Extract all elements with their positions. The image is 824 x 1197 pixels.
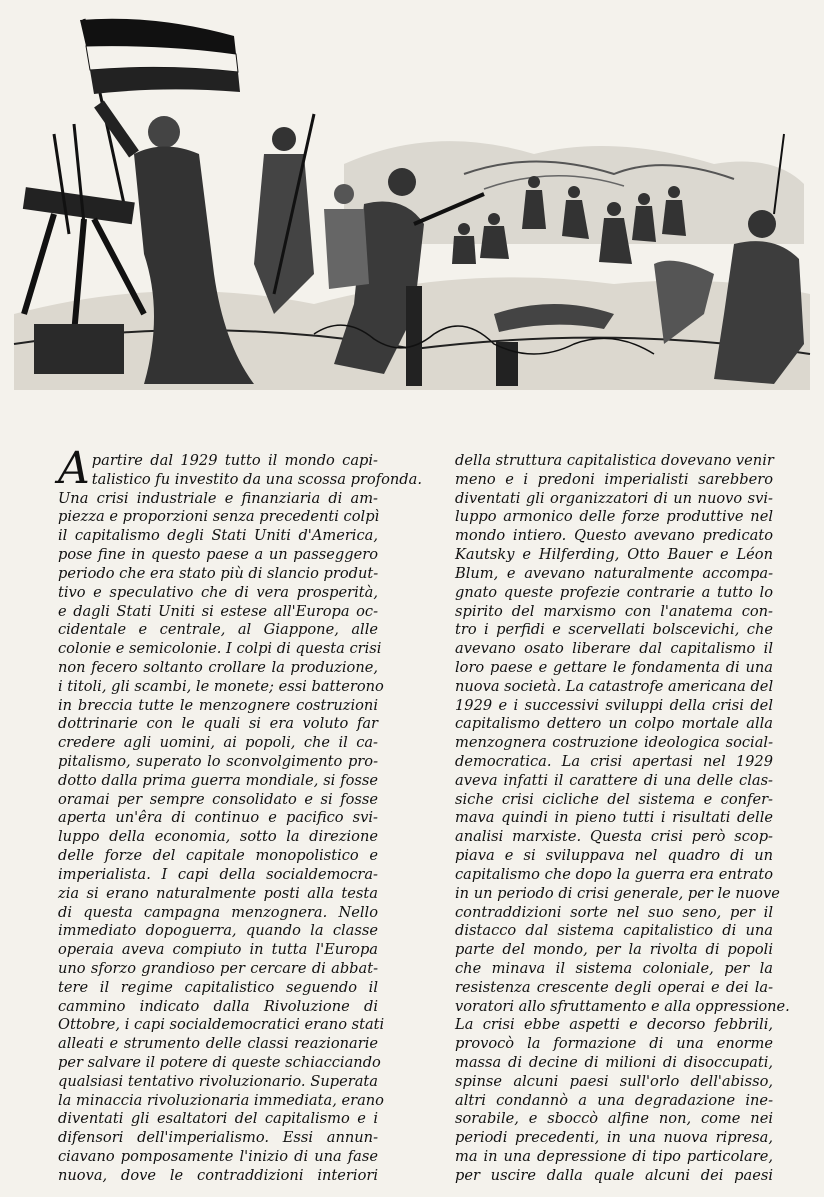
text-line: qualsiasi tentativo rivoluzionario. Superata: [58, 1072, 378, 1090]
text-line: cidentale e centrale, al Giappone, alle: [58, 621, 378, 639]
text-line: Una crisi industriale e finanziaria di am-: [58, 489, 378, 507]
text-line: capitalismo dettero un colpo mortale alla: [455, 715, 773, 733]
text-line: alleati e strumento delle classi reazionarie: [58, 1035, 378, 1053]
text-line: credere agli uomini, ai popoli, che il ca-: [58, 734, 378, 752]
text-line: nuova, dove le contraddizioni interiori: [58, 1166, 378, 1184]
text-line: spirito del marxismo con l'anatema con-: [455, 602, 773, 620]
text-line: voratori allo sfruttamento e alla oppressione.: [455, 997, 790, 1015]
text-line: provocò la formazione di una enorme: [455, 1035, 773, 1053]
text-line: spinse alcuni paesi sull'orlo dell'abisso,: [455, 1072, 773, 1090]
text-line: piava e si sviluppava nel quadro di un: [455, 847, 773, 865]
text-line: pitalismo, superato lo sconvolgimento pro-: [58, 753, 378, 770]
text-line: democratica. La crisi apertasi nel 1929: [455, 753, 773, 770]
text-line: periodi precedenti, in una nuova ripresa,: [455, 1129, 773, 1147]
drop-cap: A: [58, 443, 90, 494]
text-line: parte del mondo, per la rivolta di popoli: [455, 941, 773, 959]
battle-illustration: [14, 14, 810, 390]
text-line: operaia aveva compiuto in tutta l'Europa: [58, 941, 378, 959]
text-line: piezza e proporzioni senza precedenti colpì: [58, 508, 380, 526]
text-line: siche crisi cicliche del sistema e confer-: [455, 790, 773, 808]
text-line: aveva infatti il carattere di una delle clas-: [455, 771, 773, 789]
text-line: diventati gli organizzatori di un nuovo svi-: [455, 489, 773, 507]
text-line: 1929 e i successivi sviluppi della crisi del: [455, 696, 773, 714]
text-line: Blum, e avevano naturalmente accompa-: [455, 564, 773, 582]
text-line: la minaccia rivoluzionaria immediata, erano: [58, 1091, 384, 1109]
text-line: difensori dell'imperialismo. Essi annun-: [58, 1129, 378, 1147]
text-line: altri condannò a una degradazione ine-: [455, 1091, 773, 1109]
battle-scene-illustration-icon: [14, 14, 810, 390]
text-line: partire dal 1929 tutto il mondo capi-: [91, 452, 378, 469]
text-line: Kautsky e Hilferding, Otto Bauer e Léon: [455, 546, 773, 564]
text-line: colonie e semicolonie. I colpi di questa crisi: [58, 640, 382, 658]
text-line: Ottobre, i capi socialdemocratici erano stati: [58, 1016, 385, 1034]
text-line: dotto dalla prima guerra mondiale, si fosse: [58, 771, 378, 789]
text-line: gnato queste profezie contrarie a tutto lo: [455, 583, 773, 601]
text-line: sorabile, e sboccò alfine non, come nei: [455, 1110, 773, 1128]
text-line: luppo della economia, sotto la direzione: [58, 828, 378, 846]
text-line: imperialista. I capi della socialdemocra-: [58, 865, 378, 883]
text-line: cammino indicato dalla Rivoluzione di: [58, 997, 378, 1015]
text-line: periodo che era stato più di slancio produt-: [58, 564, 379, 582]
text-line: tere il regime capitalistico seguendo il: [58, 978, 378, 996]
text-line: resistenza crescente degli operai e dei la-: [455, 978, 773, 996]
text-line: i titoli, gli scambi, le monete; essi batterono: [58, 677, 384, 695]
text-line: distacco dal sistema capitalistico di una: [455, 922, 773, 940]
text-line: meno e i predoni imperialisti sarebbero: [455, 470, 773, 488]
text-line: che minava il sistema coloniale, per la: [455, 959, 773, 977]
text-line: di questa campagna menzognera. Nello: [58, 903, 378, 921]
text-line: pose fine in questo paese a un passeggero: [58, 546, 378, 564]
text-line: zia si erano naturalmente posti alla testa: [58, 884, 378, 902]
text-line: delle forze del capitale monopolistico e: [58, 847, 378, 865]
text-line: per uscire dalla quale alcuni dei paesi: [455, 1166, 773, 1184]
text-line: mava quindi in pieno tutti i risultati delle: [455, 809, 773, 827]
text-line: luppo armonico delle forze produttive nel: [455, 508, 773, 526]
text-line: analisi marxiste. Questa crisi però scop-: [455, 828, 773, 846]
text-line: diventati gli esaltatori del capitalismo e i: [58, 1110, 378, 1128]
text-line: tro i perfidi e scervellati bolscevichi, che: [455, 621, 773, 639]
text-line: non fecero soltanto crollare la produzione,: [58, 658, 378, 676]
text-line: il capitalismo degli Stati Uniti d'America,: [58, 527, 378, 545]
text-line: contraddizioni sorte nel suo seno, per il: [455, 903, 773, 921]
text-line: menzognera costruzione ideologica social-: [455, 734, 773, 752]
text-line: mondo intiero. Questo avevano predicato: [455, 527, 773, 545]
text-line: in breccia tutte le menzognere costruzioni: [58, 696, 378, 714]
text-line: loro paese e gettare le fondamenta di una: [455, 658, 773, 676]
text-line: per salvare il potere di queste schiacciando: [58, 1054, 381, 1071]
text-line: massa di decine di milioni di disoccupati,: [455, 1054, 773, 1071]
text-line: oramai per sempre consolidato e si fosse: [58, 790, 378, 808]
text-line: ma in una depressione di tipo particolare,: [455, 1148, 773, 1166]
left-text-column: [58, 443, 422, 1186]
text-line: in un periodo di crisi generale, per le nuove: [455, 884, 780, 902]
text-line: dottrinarie con le quali si era voluto far: [58, 715, 378, 733]
text-line: La crisi ebbe aspetti e decorso febbrili,: [455, 1016, 773, 1034]
right-text-column: [455, 452, 790, 1186]
text-line: aperta un'êra di continuo e pacifico svi-: [58, 809, 378, 827]
text-line: della struttura capitalistica dovevano venir: [455, 452, 774, 469]
text-line: e dagli Stati Uniti si estese all'Europa oc-: [58, 602, 378, 620]
text-line: ciavano pomposamente l'inizio di una fase: [58, 1148, 378, 1166]
text-line: uno sforzo grandioso per cercare di abbat-: [58, 959, 378, 977]
text-line: nuova società. La catastrofe americana del: [455, 677, 774, 695]
text-line: avevano osato liberare dal capitalismo il: [455, 640, 773, 658]
text-line: capitalismo che dopo la guerra era entrato: [455, 865, 773, 883]
text-line: talistico fu investito da una scossa profonda.: [91, 470, 422, 488]
text-line: tivo e speculativo che di vera prosperità,: [58, 583, 378, 601]
text-line: immediato dopoguerra, quando la classe: [58, 922, 378, 940]
